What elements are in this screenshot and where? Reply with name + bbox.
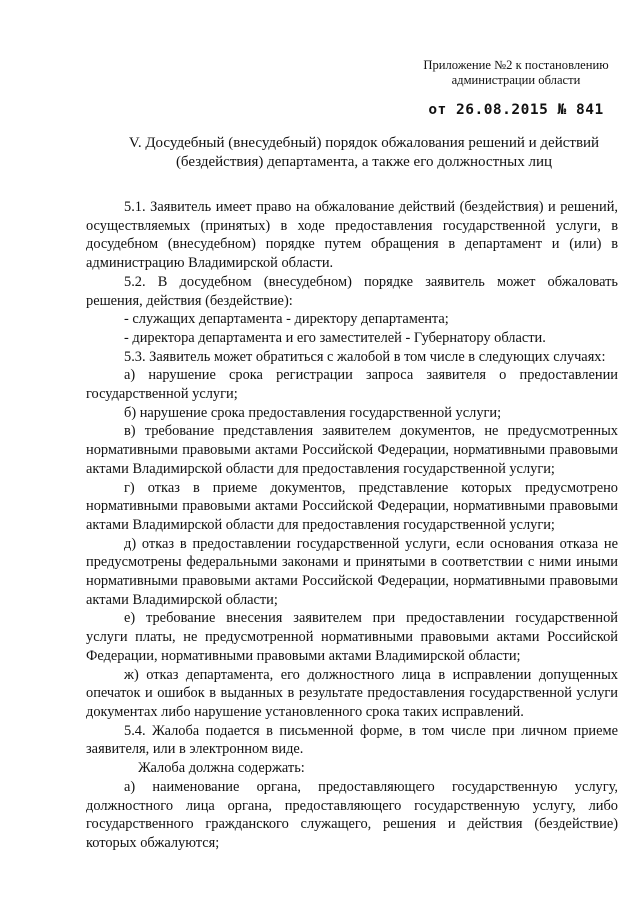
list-item-a: а) наименование органа, предоставляющего государственную услугу, должностного лица органа, предоставляющего государственную услугу, либо государственного гражданского служащего, решения и действия (бездействие) которых обжалуются; bbox=[86, 778, 618, 851]
paragraph-5-1: 5.1. Заявитель имеет право на обжалование действий (бездействия) и решений, осуществляемых (принятых) в ходе предоставления государственной услуги, в досудебном (внесудебном) порядке путем обращения в департамент и (или) в администрацию Владимирской области. bbox=[86, 199, 618, 272]
list-item-dash: - служащих департамента - директору департамента; bbox=[124, 311, 449, 328]
appendix-line-1: Приложение №2 к постановлению bbox=[423, 58, 609, 72]
complaint-content-intro: Жалоба должна содержать: bbox=[138, 760, 305, 777]
paragraph-5-2: 5.2. В досудебном (внесудебном) порядке заявитель может обжаловать решения, действия (бездействие): bbox=[86, 273, 618, 309]
section-title-line-2: (бездействия) департамента, а также его должностных лиц bbox=[175, 154, 553, 170]
list-item-zh: ж) отказ департамента, его должностного лица в исправлении допущенных опечаток и ошибок в выданных в результате предоставления государственной услуги документах либо нарушение установленного срока таких исправлений. bbox=[86, 666, 618, 720]
section-title bbox=[86, 134, 618, 172]
appendix-header bbox=[416, 58, 616, 88]
list-item-v: в) требование представления заявителем документов, не предусмотренных нормативными правовыми актами Российской Федерации, нормативными правовыми актами Владимирской области для предоставления государственной услуги; bbox=[86, 423, 618, 477]
list-item-dash: - директора департамента и его заместителей - Губернатору области. bbox=[124, 329, 546, 346]
date-number-stamp: от 26.08.2015 № 841 bbox=[428, 102, 604, 118]
paragraph-5-3: 5.3. Заявитель может обратиться с жалобой в том числе в следующих случаях: bbox=[124, 348, 606, 365]
list-item-e: е) требование внесения заявителем при предоставлении государственной услуги платы, не предусмотренной нормативными правовыми актами Российской Федерации, нормативными правовыми актами Владимирской области; bbox=[86, 610, 618, 664]
list-item-b: б) нарушение срока предоставления государственной услуги; bbox=[124, 404, 502, 421]
paragraph-5-4: 5.4. Жалоба подается в письменной форме, в том числе при личном приеме заявителя, или в электронном виде. bbox=[86, 722, 618, 758]
appendix-line-2: администрации области bbox=[451, 73, 581, 87]
list-item-a: а) нарушение срока регистрации запроса заявителя о предоставлении государственной услуги; bbox=[86, 367, 618, 403]
list-item-g: г) отказ в приеме документов, представление которых предусмотрено нормативными правовыми актами Российской Федерации, нормативными правовыми актами Владимирской области для предоставления государственной услуги; bbox=[86, 479, 618, 533]
section-title-line-1: V. Досудебный (внесудебный) порядок обжалования решений и действий bbox=[128, 135, 600, 151]
document-body bbox=[86, 198, 618, 853]
list-item-d: д) отказ в предоставлении государственной услуги, если основания отказа не предусмотрены федеральными законами и принятыми в соответствии с ними иными нормативными правовыми актами Российской Федерации, нормативными правовыми актами Владимирской области; bbox=[86, 535, 618, 608]
